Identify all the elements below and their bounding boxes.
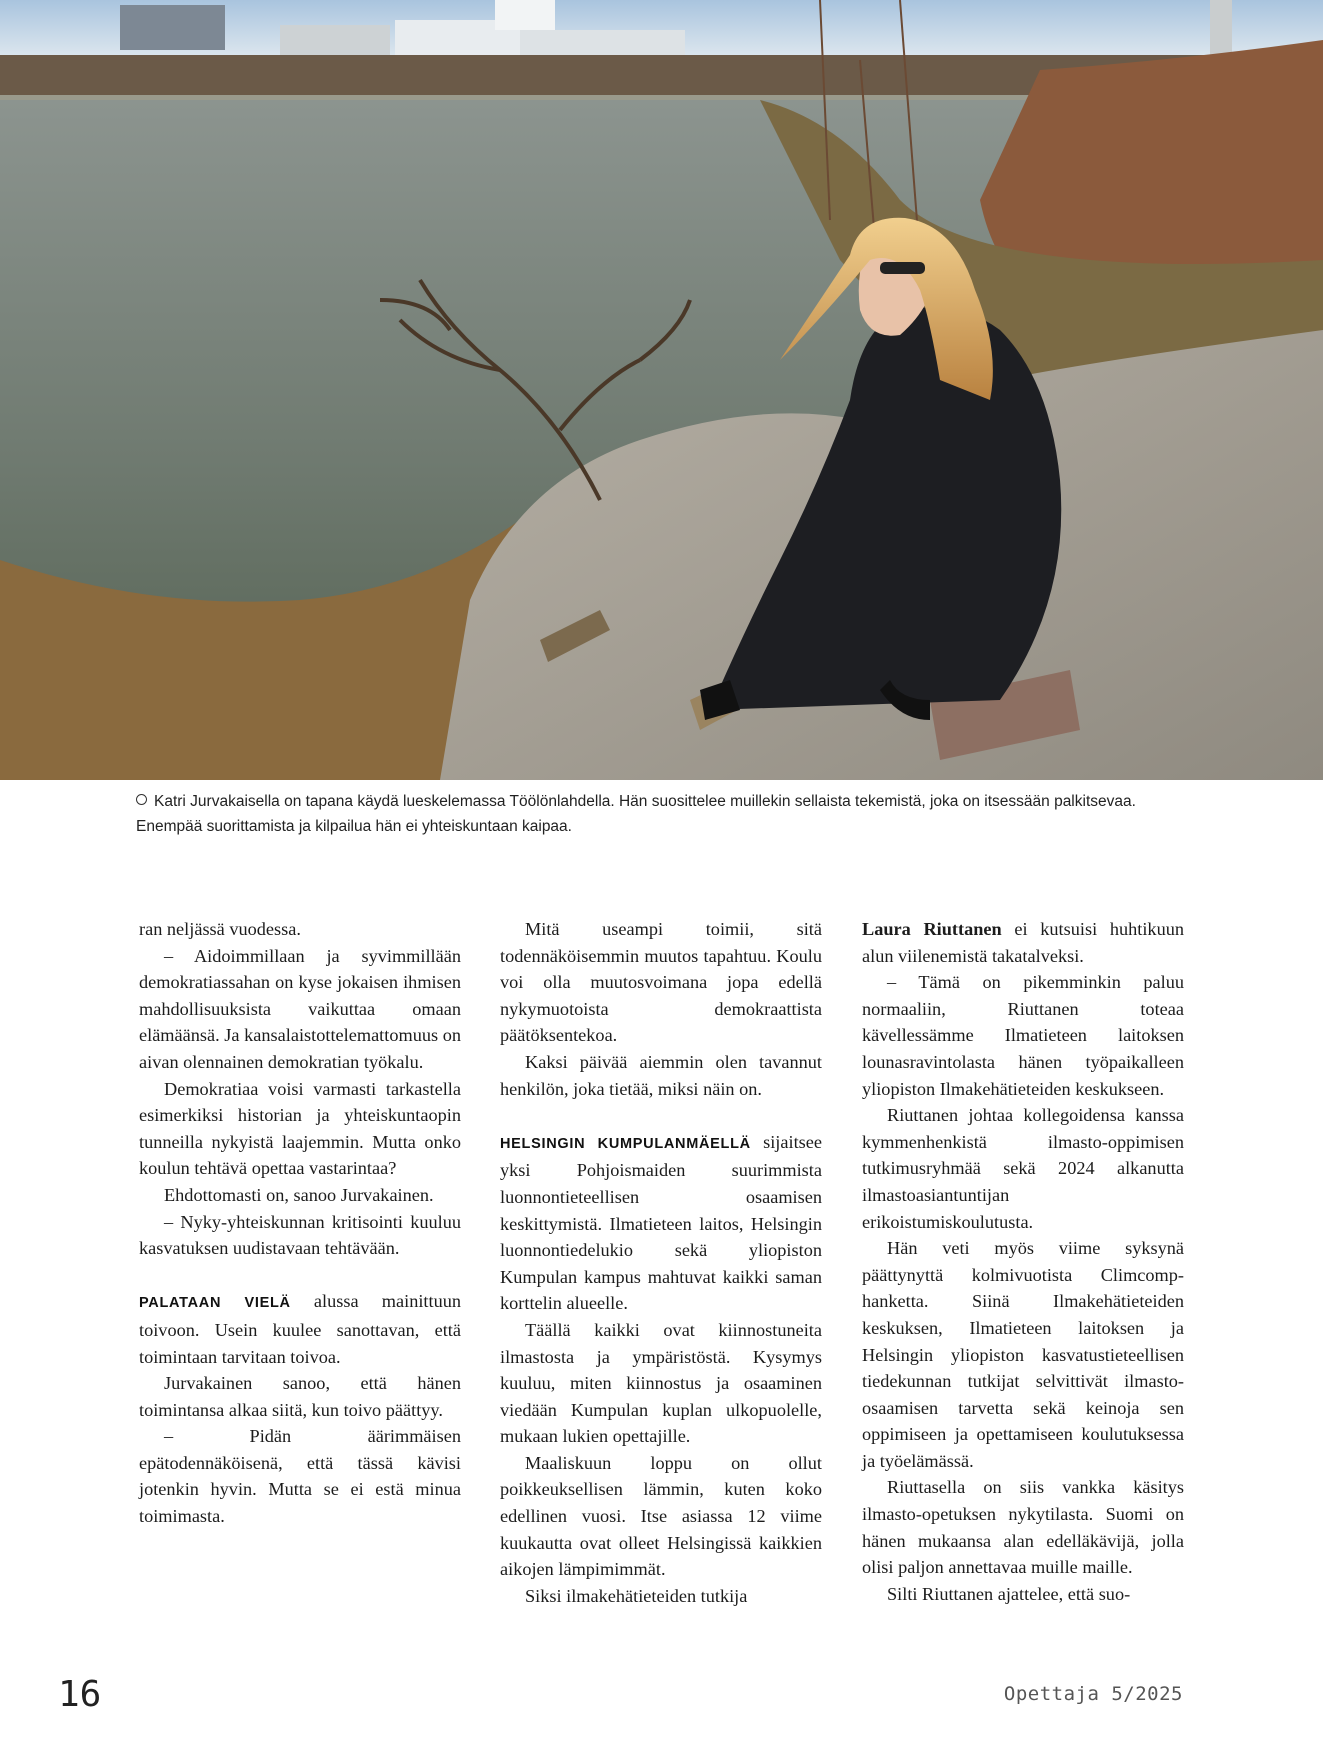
caption-bullet-icon	[136, 794, 147, 805]
section-paragraph	[139, 1288, 461, 1370]
article-photo	[0, 0, 1323, 780]
paragraph-text: ei kutsuisi huhtikuun alun viilenemistä takatalveksi.	[862, 919, 1184, 966]
magazine-issue: Opettaja 5/2025	[1003, 1683, 1183, 1705]
article-column-1	[139, 916, 461, 1530]
caption-text: Katri Jurvakaisella on tapana käydä lueskelemassa Töölönlahdella. Hän suosittelee muillekin sellaista tekemistä, joka on itsessään palkitsevaa. Enempää suorittamista ja kilpailua hän ei yhteiskuntaan kaipaa.	[136, 793, 1136, 835]
paragraph: Maaliskuun loppu on ollut poikkeuksellisen lämmin, kuten koko edellinen vuosi. Itse asiassa 12 viime kuukautta ovat olleet Helsingissä kaikkien aikojen lämpimimmät.	[500, 1452, 822, 1580]
paragraph: – Aidoimmillaan ja syvimmillään demokratiassahan on kyse jokaisen ihmisen mahdollisuuksista vaikuttaa omaan elämäänsä. Ja kansalaistottelemattomuus on aivan olennainen demokratian työkalu.	[139, 945, 461, 1072]
article-column-3	[862, 916, 1184, 1607]
paragraph: Hän veti myös viime syksynä päättynyttä kolmivuotista Climcomp-hanketta. Siinä Ilmakehätieteiden keskuksen, Ilmatieteen laitoksen ja Helsingin yliopiston kasvatustieteellisen tiedekunnan tutkijat selvittivät ilmasto-osaamisen tarvetta sekä keinoja sen oppimiseen ja opettamiseen koulutuksessa ja työelämässä.	[862, 1238, 1184, 1471]
page-number: 16	[58, 1674, 102, 1715]
paragraph: Jurvakainen sanoo, että hänen toimintansa alkaa siitä, kun toivo päättyy.	[139, 1373, 461, 1420]
paragraph: Mitä useampi toimii, sitä todennäköisemmin muutos tapahtuu. Koulu voi olla muutosvoimana jopa edellä nykymuotoista demokraattista päätöksentekoa.	[500, 919, 822, 1046]
paragraph: Silti Riuttanen ajattelee, että suo-	[887, 1583, 1131, 1604]
paragraph: – Nyky-yhteiskunnan kritisointi kuuluu kasvatuksen uudistavaan tehtävään.	[139, 1211, 461, 1259]
paragraph: ran neljässä vuodessa.	[139, 919, 301, 939]
paragraph-text: alussa mainittuun toivoon. Usein kuulee sanottavan, että toimintaan tarvitaan toivoa.	[139, 1291, 461, 1367]
paragraph: Riuttasella on siis vankka käsitys ilmasto-opetuksen nykytilasta. Suomi on hänen mukaansa alan edelläkävijä, jolla olisi paljon annettavaa muille maille.	[862, 1477, 1184, 1578]
photo-caption	[136, 789, 1186, 839]
paragraph: Demokratiaa voisi varmasti tarkastella esimerkiksi historian ja yhteiskuntaopin tunneilla nykyistä laajemmin. Mutta onko koulun tehtävä opettaa vastarintaa?	[139, 1078, 461, 1179]
paragraph: Siksi ilmakehätieteiden tutkija	[525, 1585, 748, 1606]
paragraph: Täällä kaikki ovat kiinnostuneita ilmastosta ja ympäristöstä. Kysymys kuuluu, miten kiinnostus ja osaaminen viedään Kumpulan kuplan ulkopuolelle, mukaan lukien opettajille.	[500, 1319, 822, 1447]
paragraph	[862, 916, 1184, 969]
paragraph: – Tämä on pikemminkin paluu normaaliin, Riuttanen toteaa kävellessämme Ilmatieteen laitoksen lounasravintolasta hänen työpaikalleen yliopiston Ilmakehätieteiden keskukseen.	[862, 972, 1184, 1099]
paragraph: Ehdottomasti on, sanoo Jurvakainen.	[164, 1184, 434, 1205]
paragraph: Riuttanen johtaa kollegoidensa kanssa kymmenhenkistä ilmasto-oppimisen tutkimusryhmää sekä 2024 alkanutta ilmastoasiantuntijan erikoistumiskoulutusta.	[862, 1105, 1184, 1232]
section-paragraph	[500, 1129, 822, 1317]
section-kicker: PALATAAN VIELÄ	[139, 1295, 291, 1312]
section-kicker: HELSINGIN KUMPULANMÄELLÄ	[500, 1135, 751, 1152]
paragraph: – Pidän äärimmäisen epätodennäköisenä, että tässä kävisi jotenkin hyvin. Mutta se ei estä minua toimimasta.	[139, 1426, 461, 1527]
photo-illustration	[0, 0, 1323, 780]
article-column-2	[500, 916, 822, 1609]
paragraph: Kaksi päivää aiemmin olen tavannut henkilön, joka tietää, miksi näin on.	[500, 1051, 822, 1099]
person-name: Laura Riuttanen	[862, 919, 1002, 939]
paragraph-text: sijaitsee yksi Pohjoismaiden suurimmista luonnontieteellisen osaamisen keskittymistä. Ilmatieteen laitos, Helsingin luonnontiedelukio sekä yliopiston Kumpulan kampus mahtuvat kaikki saman korttelin alueelle.	[500, 1131, 822, 1314]
